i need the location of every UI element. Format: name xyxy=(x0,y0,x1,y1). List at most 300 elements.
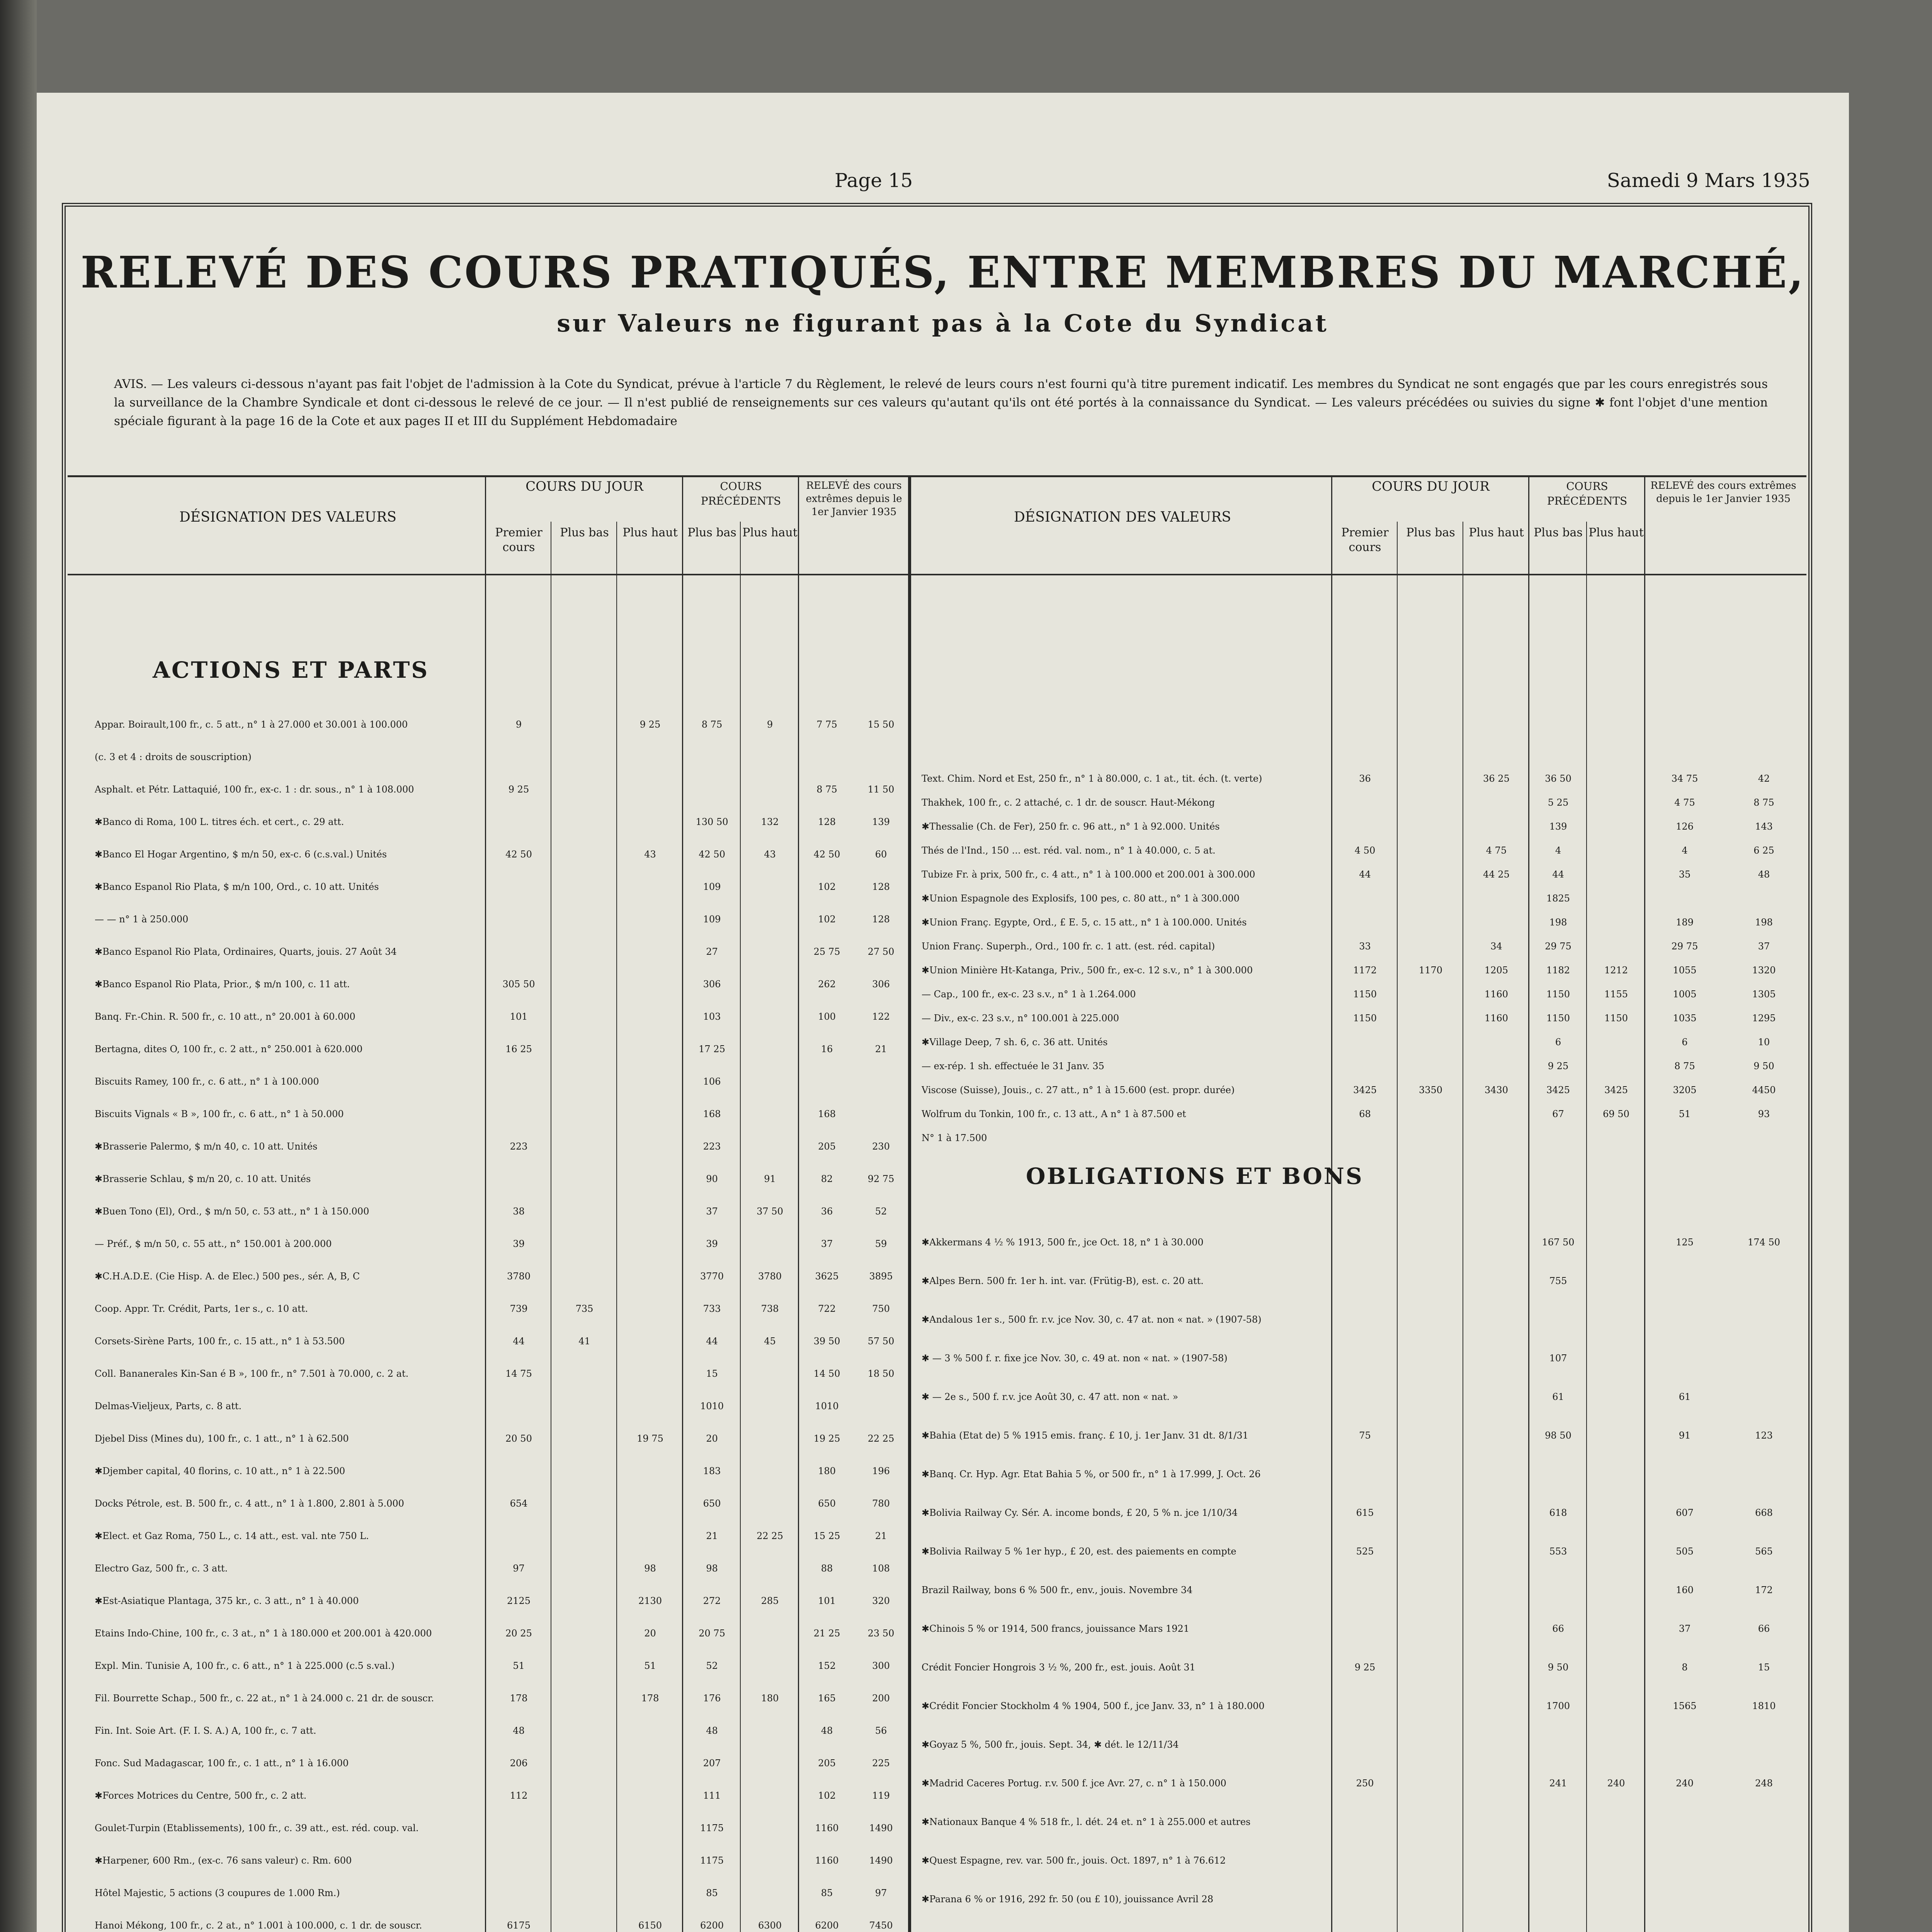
price-cell: 9 xyxy=(767,719,773,730)
price-cell: 654 xyxy=(510,1498,528,1509)
price-cell: 4 50 xyxy=(1354,845,1376,856)
price-cell: 130 50 xyxy=(696,816,728,827)
price-cell: 19 25 xyxy=(813,1433,840,1444)
price-cell: 29 75 xyxy=(1671,941,1698,952)
price-cell: 9 50 xyxy=(1548,1662,1569,1673)
price-cell: 3350 xyxy=(1418,1085,1443,1095)
price-cell: 196 xyxy=(872,1466,890,1476)
price-cell: 61 xyxy=(1552,1391,1564,1402)
col-divider xyxy=(616,522,617,1932)
price-cell: 2125 xyxy=(507,1595,531,1606)
col-divider xyxy=(1586,522,1587,1932)
security-name: Fin. Int. Soie Art. (F. I. S. A.) A, 100 fr., c. 7 att. xyxy=(95,1725,316,1736)
price-cell: 6 25 xyxy=(1753,845,1774,856)
security-name: Biscuits Vignals « B », 100 fr., c. 6 att., n° 1 à 50.000 xyxy=(95,1109,344,1119)
price-cell: 8 75 xyxy=(1753,797,1774,808)
price-cell: 25 75 xyxy=(813,946,840,957)
table-row xyxy=(37,1391,1849,1403)
price-cell: 8 75 xyxy=(1674,1061,1695,1071)
price-cell: 126 xyxy=(1676,821,1694,832)
security-name: Bertagna, dites O, 100 fr., c. 2 att., n° 250.001 à 620.000 xyxy=(95,1044,363,1054)
col-divider xyxy=(682,475,683,1932)
price-cell: 98 50 xyxy=(1545,1430,1571,1441)
price-cell: 3780 xyxy=(758,1271,782,1282)
price-cell: 97 xyxy=(513,1563,525,1574)
price-cell: 305 50 xyxy=(502,979,535,990)
table-row xyxy=(37,1595,1849,1607)
price-cell: 128 xyxy=(872,881,890,892)
price-cell: 59 xyxy=(875,1238,887,1249)
price-cell: 738 xyxy=(761,1303,779,1314)
security-name: Wolfrum du Tonkin, 100 fr., c. 13 att., A n° 1 à 87.500 et xyxy=(922,1109,1186,1119)
security-name: ✱Parana 6 % or 1916, 292 fr. 50 (ou £ 10), jouissance Avril 28 xyxy=(922,1894,1214,1905)
security-name: ✱Bolivia Railway Cy. Sér. A. income bonds, £ 20, 5 % n. jce 1/10/34 xyxy=(922,1507,1238,1518)
table-row xyxy=(37,893,1849,904)
price-cell: 9 25 xyxy=(1548,1061,1569,1071)
price-cell: 1160 xyxy=(1484,1013,1509,1024)
security-name: Biscuits Ramey, 100 fr., c. 6 att., n° 1 à 100.000 xyxy=(95,1076,319,1087)
price-cell: 56 xyxy=(875,1725,887,1736)
price-cell: 189 xyxy=(1676,917,1694,928)
security-name: Asphalt. et Pétr. Lattaquié, 100 fr., ex-c. 1 : dr. sous., n° 1 à 108.000 xyxy=(95,784,414,795)
price-cell: 44 25 xyxy=(1483,869,1510,880)
price-cell: 8 75 xyxy=(701,719,723,730)
price-cell: 61 xyxy=(1679,1391,1691,1402)
price-cell: 241 xyxy=(1549,1778,1567,1789)
price-cell: 3770 xyxy=(700,1271,724,1282)
price-cell: 122 xyxy=(872,1011,890,1022)
price-cell: 198 xyxy=(1549,917,1567,928)
releve-header: RELEVÉ des cours extrêmes depuis le 1er Janvier 1935 xyxy=(806,480,902,518)
security-name: ✱Banco Espanol Rio Plata, Ordinaires, Quarts, jouis. 27 Août 34 xyxy=(95,946,397,957)
security-name: Thakhek, 100 fr., c. 2 attaché, c. 1 dr. de souscr. Haut-Mékong xyxy=(922,797,1215,808)
price-cell: 36 50 xyxy=(1545,773,1571,784)
price-cell: 1010 xyxy=(700,1401,724,1412)
price-cell: 101 xyxy=(510,1011,528,1022)
price-cell: 160 xyxy=(1676,1585,1694,1595)
security-name: Thés de l'Ind., 150 ... est. réd. val. nom., n° 1 à 40.000, c. 5 at. xyxy=(922,845,1216,856)
security-name: ✱Thessalie (Ch. de Fer), 250 fr. c. 96 att., n° 1 à 92.000. Unités xyxy=(922,821,1220,832)
price-cell: 9 xyxy=(515,719,522,730)
price-cell: 205 xyxy=(818,1141,836,1152)
security-name: ✱Bolivia Railway 5 % 1er hyp., £ 20, est. des paiements en compte xyxy=(922,1546,1236,1557)
price-cell: 20 xyxy=(706,1433,718,1444)
price-cell: 178 xyxy=(510,1693,528,1704)
price-cell: 29 75 xyxy=(1545,941,1571,952)
price-cell: 42 50 xyxy=(813,849,840,860)
price-cell: 103 xyxy=(703,1011,721,1022)
col-divider xyxy=(798,475,799,1932)
price-cell: 101 xyxy=(818,1595,836,1606)
price-cell: 34 75 xyxy=(1671,773,1698,784)
price-cell: 42 50 xyxy=(699,849,725,860)
price-cell: 34 xyxy=(1490,941,1502,952)
col-divider xyxy=(485,475,486,1932)
price-cell: 43 xyxy=(644,849,656,860)
price-cell: 91 xyxy=(1679,1430,1691,1441)
price-cell: 15 xyxy=(706,1368,718,1379)
price-cell: 1160 xyxy=(815,1855,839,1866)
price-cell: 735 xyxy=(575,1303,594,1314)
price-cell: 21 25 xyxy=(813,1628,840,1639)
price-cell: 37 xyxy=(821,1238,833,1249)
security-name: — Cap., 100 fr., ex-c. 23 s.v., n° 1 à 1.264.000 xyxy=(922,989,1136,1000)
price-cell: 16 xyxy=(821,1044,833,1054)
price-cell: 112 xyxy=(510,1790,528,1801)
price-cell: 20 75 xyxy=(699,1628,725,1639)
price-cell: 98 xyxy=(644,1563,656,1574)
price-cell: 100 xyxy=(818,1011,836,1022)
price-cell: 300 xyxy=(872,1660,890,1671)
price-cell: 1160 xyxy=(1484,989,1509,1000)
price-cell: 98 xyxy=(706,1563,718,1574)
table-row xyxy=(37,1777,1849,1789)
price-cell: 9 25 xyxy=(508,784,529,795)
price-cell: 85 xyxy=(821,1888,833,1898)
newspaper-page xyxy=(37,93,1849,1932)
price-cell: 183 xyxy=(703,1466,721,1476)
price-cell: 306 xyxy=(872,979,890,990)
price-cell: 1565 xyxy=(1673,1701,1697,1711)
table-row xyxy=(37,773,1849,784)
price-cell: 1320 xyxy=(1752,965,1776,976)
price-cell: 20 25 xyxy=(505,1628,532,1639)
price-cell: 230 xyxy=(872,1141,890,1152)
table-row xyxy=(37,881,1849,893)
col-divider xyxy=(1644,475,1645,1932)
security-name: Text. Chim. Nord et Est, 250 fr., n° 1 à 80.000, c. 1 at., tit. éch. (t. verte) xyxy=(922,773,1262,784)
price-cell: 27 xyxy=(706,946,718,957)
price-cell: 102 xyxy=(818,914,836,925)
price-cell: 722 xyxy=(818,1303,836,1314)
releve-header: RELEVÉ des cours extrêmes depuis le 1er Janvier 1935 xyxy=(1650,480,1796,505)
price-cell: 48 xyxy=(706,1725,718,1736)
prec-plus-haut-header: Plus haut xyxy=(1588,526,1644,539)
table-row xyxy=(37,1352,1849,1364)
price-cell: 37 50 xyxy=(757,1206,783,1217)
security-name: ✱Union Espagnole des Explosifs, 100 pes, c. 80 att., n° 1 à 300.000 xyxy=(922,893,1240,904)
price-cell: 45 xyxy=(764,1336,776,1347)
price-cell: 178 xyxy=(641,1693,659,1704)
price-cell: 102 xyxy=(818,1790,836,1801)
plus-bas-header: Plus bas xyxy=(1406,526,1455,539)
price-cell: 505 xyxy=(1676,1546,1694,1557)
price-cell: 90 xyxy=(706,1173,718,1184)
avis-notice: AVIS. — Les valeurs ci-dessous n'ayant pas fait l'objet de l'admission à la Cote du Syndicat, prévue à l'article 7 du Règlement, le relevé de leurs cours n'est fourni qu'à titre purement indicatif. Les membres du Syndicat ne sont engagés que par les cours enregistrés sous la surveillance de la Chambre Syndicale et dont ci-dessous le relevé de ce jour. — Il n'est publié de renseignements sur ces valeurs qu'autant qu'ils ont été portés à la connaissance du Syndicat. — Les valeurs précédées ou suivies du signe ✱ font l'objet d'une mention spéciale figurant à la page 16 de la Cote et aux pages II et III du Supplément Hebdomadaire xyxy=(114,377,1768,428)
table-row xyxy=(37,751,1849,763)
security-name: ✱Banco Espanol Rio Plata, $ m/n 100, Ord., c. 10 att. Unités xyxy=(95,881,379,892)
price-cell: 176 xyxy=(703,1693,721,1704)
price-cell: 7 75 xyxy=(816,719,837,730)
security-name: ✱Bahia (Etat de) 5 % 1915 emis. franç. £ 10, j. 1er Janv. 31 dt. 8/1/31 xyxy=(922,1430,1248,1441)
security-name: Hanoi Mékong, 100 fr., c. 2 at., n° 1.001 à 100.000, c. 1 dr. de souscr. xyxy=(95,1920,422,1931)
security-name: Djebel Diss (Mines du), 100 fr., c. 1 att., n° 1 à 62.500 xyxy=(95,1433,349,1444)
price-cell: 107 xyxy=(1549,1353,1567,1364)
price-cell: 174 50 xyxy=(1748,1237,1780,1248)
table-row xyxy=(37,1036,1849,1048)
price-cell: 1055 xyxy=(1673,965,1697,976)
price-cell: 39 xyxy=(513,1238,525,1249)
security-name: ✱Banco di Roma, 100 L. titres éch. et cert., c. 29 att. xyxy=(95,816,344,827)
table-row xyxy=(37,784,1849,795)
security-name: ✱Union Minière Ht-Katanga, Priv., 500 fr., ex-c. 12 s.v., n° 1 à 300.000 xyxy=(922,965,1253,976)
price-cell: 22 25 xyxy=(867,1433,895,1444)
price-cell: 128 xyxy=(818,816,836,827)
price-cell: 6200 xyxy=(700,1920,724,1931)
table-row xyxy=(37,1920,1849,1931)
table-row xyxy=(37,1584,1849,1596)
price-cell: 207 xyxy=(703,1758,721,1769)
price-cell: 6150 xyxy=(638,1920,662,1931)
cours-du-jour-header: COURS DU JOUR xyxy=(1372,479,1490,494)
price-cell: 123 xyxy=(1755,1430,1773,1441)
security-name: ✱Forces Motrices du Centre, 500 fr., c. 2 att. xyxy=(95,1790,307,1801)
price-cell: 172 xyxy=(1755,1585,1773,1595)
table-row xyxy=(37,1757,1849,1769)
price-cell: 9 25 xyxy=(1354,1662,1376,1673)
price-cell: 1172 xyxy=(1353,965,1377,976)
table-row xyxy=(37,1662,1849,1673)
cours-du-jour-header: COURS DU JOUR xyxy=(526,479,643,494)
security-name: N° 1 à 17.500 xyxy=(922,1133,987,1143)
price-cell: 618 xyxy=(1549,1507,1567,1518)
price-cell: 67 xyxy=(1552,1109,1564,1119)
price-cell: 4 75 xyxy=(1486,845,1507,856)
price-cell: 106 xyxy=(703,1076,721,1087)
security-name: (c. 3 et 4 : droits de souscription) xyxy=(95,752,252,762)
price-cell: 565 xyxy=(1755,1546,1773,1557)
price-cell: 206 xyxy=(510,1758,528,1769)
price-cell: 320 xyxy=(872,1595,890,1606)
price-cell: 85 xyxy=(706,1888,718,1898)
security-name: ✱C.H.A.D.E. (Cie Hisp. A. de Elec.) 500 pes., sér. A, B, C xyxy=(95,1271,360,1282)
price-cell: 1212 xyxy=(1604,965,1628,976)
price-cell: 1305 xyxy=(1752,989,1776,1000)
price-cell: 1005 xyxy=(1673,989,1697,1000)
security-name: Delmas-Vieljeux, Parts, c. 8 att. xyxy=(95,1401,242,1412)
price-cell: 4 xyxy=(1682,845,1688,856)
price-cell: 35 xyxy=(1679,869,1691,880)
price-cell: 4 xyxy=(1555,845,1561,856)
table-row xyxy=(37,1546,1849,1557)
price-cell: 44 xyxy=(706,1336,718,1347)
security-name: ✱Banco Espanol Rio Plata, Prior., $ m/n 100, c. 11 att. xyxy=(95,979,350,990)
page-title: RELEVÉ DES COURS PRATIQUÉS, ENTRE MEMBRES DU MARCHÉ, xyxy=(80,247,1805,298)
price-cell: 39 50 xyxy=(813,1336,840,1347)
price-cell: 14 75 xyxy=(505,1368,532,1379)
price-cell: 650 xyxy=(818,1498,836,1509)
security-name: ✱ — 3 % 500 f. r. fixe jce Nov. 30, c. 49 at. non « nat. » (1907-58) xyxy=(922,1353,1228,1364)
security-name: ✱Crédit Foncier Stockholm 4 % 1904, 500 f., jce Janv. 33, n° 1 à 180.000 xyxy=(922,1701,1265,1711)
table-row xyxy=(37,1623,1849,1634)
table-row xyxy=(37,845,1849,856)
table-row xyxy=(37,917,1849,928)
price-cell: 1150 xyxy=(1353,1013,1377,1024)
price-cell: 5 25 xyxy=(1548,797,1569,808)
price-cell: 132 xyxy=(761,816,779,827)
price-cell: 285 xyxy=(761,1595,779,1606)
price-cell: 119 xyxy=(872,1790,890,1801)
price-cell: 27 50 xyxy=(867,946,895,957)
price-cell: 20 50 xyxy=(505,1433,532,1444)
table-row xyxy=(37,1012,1849,1024)
price-cell: 780 xyxy=(872,1498,890,1509)
security-name: Coop. Appr. Tr. Crédit, Parts, 1er s., c. 10 att. xyxy=(95,1303,308,1314)
price-cell: 37 xyxy=(1679,1623,1691,1634)
security-name: ✱Brasserie Palermo, $ m/n 40, c. 10 att. Unités xyxy=(95,1141,318,1152)
security-name: Tubize Fr. à prix, 500 fr., c. 4 att., n° 1 à 100.000 et 200.001 à 300.000 xyxy=(922,869,1255,880)
price-cell: 1150 xyxy=(1353,989,1377,1000)
price-cell: 111 xyxy=(703,1790,721,1801)
price-cell: 66 xyxy=(1758,1623,1770,1634)
table-row xyxy=(37,1173,1849,1185)
price-cell: 39 xyxy=(706,1238,718,1249)
security-name: — ex-rép. 1 sh. effectuée le 31 Janv. 35 xyxy=(922,1061,1104,1071)
price-cell: 128 xyxy=(872,914,890,925)
price-cell: 92 75 xyxy=(867,1173,895,1184)
price-cell: 1175 xyxy=(700,1823,724,1833)
table-row xyxy=(37,1790,1849,1801)
security-name: — Préf., $ m/n 50, c. 55 att., n° 150.001 à 200.000 xyxy=(95,1238,332,1249)
price-cell: 240 xyxy=(1607,1778,1625,1789)
security-name: Corsets-Sirène Parts, 100 fr., c. 15 att., n° 1 à 53.500 xyxy=(95,1336,345,1347)
price-cell: 3430 xyxy=(1484,1085,1509,1095)
header-rule xyxy=(68,475,1806,477)
table-row xyxy=(37,1206,1849,1217)
price-cell: 615 xyxy=(1356,1507,1374,1518)
price-cell: 15 xyxy=(1758,1662,1770,1673)
price-cell: 1825 xyxy=(1546,893,1570,904)
table-row xyxy=(37,1563,1849,1574)
price-cell: 33 xyxy=(1359,941,1371,952)
price-cell: 38 xyxy=(513,1206,525,1217)
security-name: ✱Nationaux Banque 4 % 518 fr., l. dét. 24 et. n° 1 à 255.000 et autres xyxy=(922,1816,1251,1827)
premier-cours-header: Premier cours xyxy=(1341,526,1389,554)
table-row xyxy=(37,1084,1849,1096)
table-row xyxy=(37,1893,1849,1905)
prec-plus-bas-header: Plus bas xyxy=(1534,526,1583,539)
issue-date: Samedi 9 Mars 1935 xyxy=(1607,169,1810,192)
price-cell: 109 xyxy=(703,881,721,892)
price-cell: 553 xyxy=(1549,1546,1567,1557)
price-cell: 68 xyxy=(1359,1109,1371,1119)
price-cell: 48 xyxy=(821,1725,833,1736)
price-cell: 8 75 xyxy=(816,784,837,795)
price-cell: 525 xyxy=(1356,1546,1374,1557)
security-name: Banq. Fr.-Chin. R. 500 fr., c. 10 att., n° 20.001 à 60.000 xyxy=(95,1011,355,1022)
security-name: ✱Goyaz 5 %, 500 fr., jouis. Sept. 34, ✱ dét. le 12/11/34 xyxy=(922,1739,1179,1750)
security-name: Viscose (Suisse), Jouis., c. 27 att., n° 1 à 15.600 (est. propr. durée) xyxy=(922,1085,1235,1095)
price-cell: 4 75 xyxy=(1674,797,1695,808)
price-cell: 41 xyxy=(578,1336,590,1347)
premier-cours-header: Premier cours xyxy=(495,526,543,554)
price-cell: 52 xyxy=(875,1206,887,1217)
table-row xyxy=(37,964,1849,976)
price-cell: 6300 xyxy=(758,1920,782,1931)
security-name: Hôtel Majestic, 5 actions (3 coupures de 1.000 Rm.) xyxy=(95,1888,340,1898)
price-cell: 69 50 xyxy=(1603,1109,1629,1119)
price-cell: 44 xyxy=(513,1336,525,1347)
table-row xyxy=(37,988,1849,1000)
scan-edge xyxy=(0,0,37,1932)
table-row xyxy=(37,1468,1849,1480)
price-cell: 2130 xyxy=(638,1595,662,1606)
security-name: ✱Madrid Caceres Portug. r.v. 500 f. jce Avr. 27, c. n° 1 à 150.000 xyxy=(922,1778,1226,1789)
security-name: ✱Alpes Bern. 500 fr. 1er h. int. var. (Frütig-B), est. c. 20 att. xyxy=(922,1276,1204,1286)
plus-bas-header: Plus bas xyxy=(560,526,609,539)
price-cell: 37 xyxy=(706,1206,718,1217)
price-cell: 3425 xyxy=(1604,1085,1628,1095)
price-cell: 143 xyxy=(1755,821,1773,832)
price-cell: 6 xyxy=(1555,1037,1561,1048)
price-cell: 306 xyxy=(703,979,721,990)
security-name: ✱Banq. Cr. Hyp. Agr. Etat Bahia 5 %, or 500 fr., n° 1 à 17.999, J. Oct. 26 xyxy=(922,1469,1261,1480)
price-cell: 43 xyxy=(764,849,776,860)
price-cell: 223 xyxy=(703,1141,721,1152)
cours-precedents-header: COURS PRÉCÉDENTS xyxy=(1547,480,1628,507)
price-cell: 3425 xyxy=(1546,1085,1570,1095)
plus-haut-header: Plus haut xyxy=(1469,526,1524,539)
security-name: ✱Banco El Hogar Argentino, $ m/n 50, ex-c. 6 (c.s.val.) Unités xyxy=(95,849,387,860)
security-name: ✱Quest Espagne, rev. var. 500 fr., jouis. Oct. 1897, n° 1 à 76.612 xyxy=(922,1855,1226,1866)
price-cell: 1160 xyxy=(815,1823,839,1833)
price-cell: 1205 xyxy=(1484,965,1509,976)
price-cell: 48 xyxy=(1758,869,1770,880)
price-cell: 755 xyxy=(1549,1276,1567,1286)
price-cell: 225 xyxy=(872,1758,890,1769)
price-cell: 3205 xyxy=(1673,1085,1697,1095)
table-row xyxy=(37,1335,1849,1347)
security-name: — Div., ex-c. 23 s.v., n° 100.001 à 225.000 xyxy=(922,1013,1119,1024)
security-name: Goulet-Turpin (Etablissements), 100 fr., c. 39 att., est. réd. coup. val. xyxy=(95,1823,419,1833)
security-name: ✱Buen Tono (El), Ord., $ m/n 50, c. 53 att., n° 1 à 150.000 xyxy=(95,1206,369,1217)
price-cell: 36 xyxy=(1359,773,1371,784)
security-name: Coll. Bananerales Kin-San é B », 100 fr., n° 7.501 à 70.000, c. 2 at. xyxy=(95,1368,409,1379)
section-actions-heading: ACTIONS ET PARTS xyxy=(153,657,429,683)
security-name: Appar. Boirault,100 fr., c. 5 att., n° 1 à 27.000 et 30.001 à 100.000 xyxy=(95,719,408,730)
security-name: ✱Harpener, 600 Rm., (ex-c. 76 sans valeur) c. Rm. 600 xyxy=(95,1855,352,1866)
table-row xyxy=(37,719,1849,730)
security-name: Expl. Min. Tunisie A, 100 fr., c. 6 att., n° 1 à 225.000 (c.5 s.val.) xyxy=(95,1660,395,1671)
price-cell: 82 xyxy=(821,1173,833,1184)
price-cell: 109 xyxy=(703,914,721,925)
page-subtitle: sur Valeurs ne figurant pas à la Cote du Syndicat xyxy=(557,309,1329,337)
price-cell: 8 xyxy=(1682,1662,1688,1673)
security-name: Brazil Railway, bons 6 % 500 fr., env., jouis. Novembre 34 xyxy=(922,1585,1193,1595)
table-row xyxy=(37,1700,1849,1712)
table-row xyxy=(37,1725,1849,1736)
security-name: ✱Djember capital, 40 florins, c. 10 att., n° 1 à 22.500 xyxy=(95,1466,345,1476)
price-cell: 93 xyxy=(1758,1109,1770,1119)
price-cell: 97 xyxy=(875,1888,887,1898)
security-name: ✱Brasserie Schlau, $ m/n 20, c. 10 att. Unités xyxy=(95,1173,311,1184)
price-cell: 3780 xyxy=(507,1271,531,1282)
page-number: Page 15 xyxy=(835,169,913,192)
security-name: ✱Andalous 1er s., 500 fr. r.v. jce Nov. 30, c. 47 at. non « nat. » (1907-58) xyxy=(922,1314,1262,1325)
price-cell: 48 xyxy=(513,1725,525,1736)
security-name: Electro Gaz, 500 fr., c. 3 att. xyxy=(95,1563,228,1574)
price-cell: 1010 xyxy=(815,1401,839,1412)
table-row xyxy=(37,1060,1849,1072)
price-cell: 668 xyxy=(1755,1507,1773,1518)
table-row xyxy=(37,821,1849,832)
security-name: ✱Chinois 5 % or 1914, 500 francs, jouissance Mars 1921 xyxy=(922,1623,1189,1634)
price-cell: 139 xyxy=(1549,821,1567,832)
price-cell: 88 xyxy=(821,1563,833,1574)
price-cell: 51 xyxy=(1679,1109,1691,1119)
price-cell: 19 75 xyxy=(637,1433,663,1444)
price-cell: 1490 xyxy=(869,1855,893,1866)
